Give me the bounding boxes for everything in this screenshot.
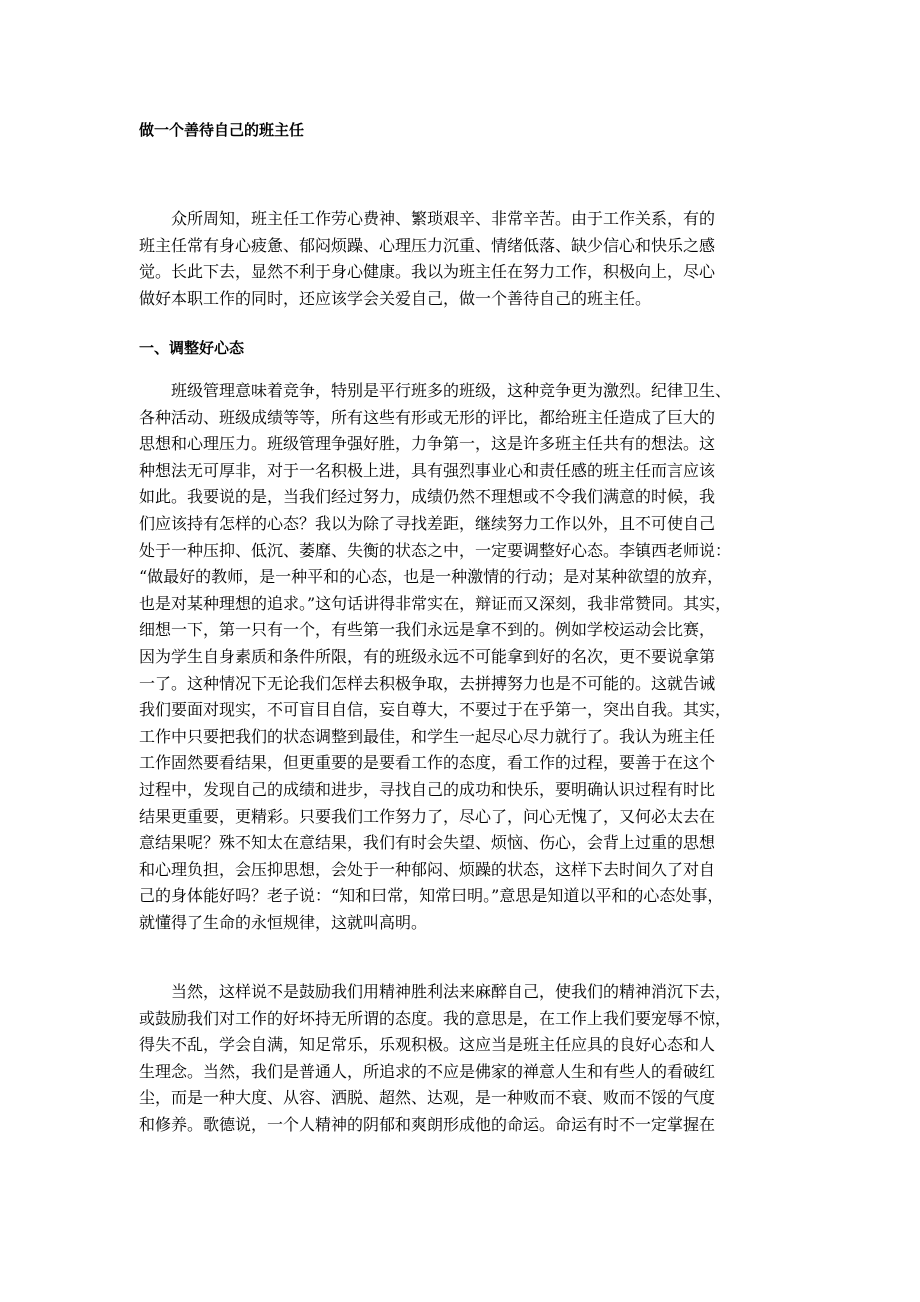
text-line: 当然，这样说不是鼓励我们用精神胜利法来麻醉自己，使我们的精神消沉下去， (171, 982, 732, 1001)
text-line: 结果更重要，更精彩。只要我们工作努力了，尽心了，问心无愧了，又何必太去在 (139, 806, 716, 826)
text-line: 或鼓励我们对工作的好坏持无所谓的态度。我的意思是，在工作上我们要宠辱不惊， (139, 1008, 732, 1028)
text-line: 们应该持有怎样的心态？我以为除了寻找差距，继续努力工作以外，且不可使自己 (139, 513, 716, 533)
text-line: 如此。我要说的是，当我们经过努力，成绩仍然不理想或不令我们满意的时候，我 (139, 487, 716, 507)
text-line: 我们要面对现实，不可盲目自信，妄自尊大，不要过于在乎第一，突出自我。其实， (139, 700, 732, 720)
section1-paragraph-2 (139, 979, 787, 1139)
text-line: 一了。这种情况下无论我们怎样去积极争取，去拼搏努力也是不可能的。这就告诫 (139, 673, 716, 693)
text-line: 己的身体能好吗？老子说：“知和曰常，知常曰明。”意思是知道以平和的心态处事， (139, 886, 724, 906)
document-title: 做一个善待自己的班主任 (139, 121, 305, 139)
text-line: 就懂得了生命的永恒规律，这就叫高明。 (139, 912, 428, 932)
text-line: 得失不乱，学会自满，知足常乐，乐观积极。这应当是班主任应具的良好心态和人 (139, 1035, 716, 1055)
text-line: “做最好的教师，是一种平和的心态，也是一种激情的行动；是对某种欲望的放弃， (139, 567, 724, 587)
text-line: 思想和心理压力。班级管理争强好胜，力争第一，这是许多班主任共有的想法。这 (139, 434, 716, 454)
text-line: 意结果呢？殊不知太在意结果，我们有时会失望、烦恼、伤心，会背上过重的思想 (139, 833, 716, 853)
text-line: 处于一种压抑、低沉、萎靡、失衡的状态之中，一定要调整好心态。李镇西老师说： (139, 540, 732, 560)
text-line: 也是对某种理想的追求。”这句话讲得非常实在，辩证而又深刻，我非常赞同。其实， (139, 593, 732, 613)
text-line: 做好本职工作的同时，还应该学会关爱自己，做一个善待自己的班主任。 (139, 288, 652, 308)
text-line: 细想一下，第一只有一个，有些第一我们永远是拿不到的。例如学校运动会比赛， (139, 620, 716, 640)
text-line: 各种活动、班级成绩等等，所有这些有形或无形的评比，都给班主任造成了巨大的 (139, 407, 716, 427)
intro-paragraph (139, 206, 787, 312)
text-line: 觉。长此下去，显然不利于身心健康。我以为班主任在努力工作，积极向上，尽心 (139, 262, 716, 282)
text-line: 班级管理意味着竞争，特别是平行班多的班级，这种竞争更为激烈。纪律卫生、 (171, 381, 732, 400)
text-line: 和心理负担，会压抑思想，会处于一种郁闷、烦躁的状态，这样下去时间久了对自 (139, 859, 716, 879)
text-line: 班主任常有身心疲惫、郁闷烦躁、心理压力沉重、情绪低落、缺少信心和快乐之感 (139, 235, 716, 255)
text-line: 种想法无可厚非，对于一名积极上进，具有强烈事业心和责任感的班主任而言应该 (139, 460, 716, 480)
section1-paragraph-1 (139, 378, 787, 936)
text-line: 因为学生自身素质和条件所限，有的班级永远不可能拿到好的名次，更不要说拿第 (139, 646, 716, 666)
section-heading: 一、调整好心态 (139, 339, 245, 357)
text-line: 生理念。当然，我们是普通人，所追求的不应是佛家的禅意人生和有些人的看破红 (139, 1061, 716, 1081)
text-line: 尘，而是一种大度、从容、洒脱、超然、达观，是一种败而不衰、败而不馁的气度 (139, 1088, 716, 1108)
text-line: 和修养。歌德说，一个人精神的阴郁和爽朗形成他的命运。命运有时不一定掌握在 (139, 1114, 716, 1134)
text-line: 众所周知，班主任工作劳心费神、繁琐艰辛、非常辛苦。由于工作关系，有的 (171, 209, 716, 228)
text-line: 工作中只要把我们的状态调整到最佳，和学生一起尽心尽力就行了。我认为班主任 (139, 726, 716, 746)
text-line: 工作固然要看结果，但更重要的是要看工作的态度，看工作的过程，要善于在这个 (139, 753, 716, 773)
text-line: 过程中，发现自己的成绩和进步，寻找自己的成功和快乐，要明确认识过程有时比 (139, 779, 716, 799)
